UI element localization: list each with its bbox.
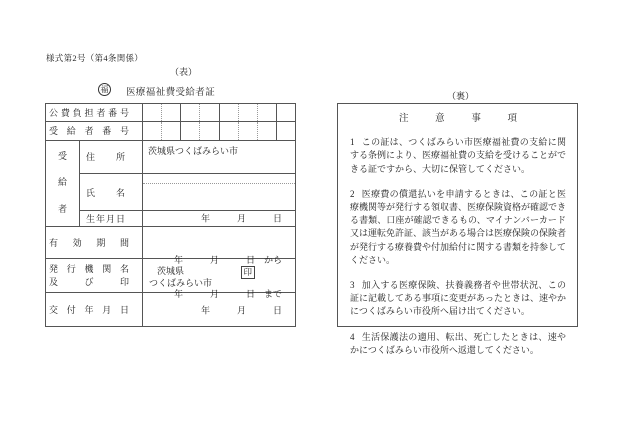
issuer-label [46,259,143,293]
page-title: 医療福祉費受給者証 [126,88,216,98]
digit-cell [276,122,295,140]
furigana-line [143,183,295,184]
address-value: 茨城県つくばみらい市 [148,145,239,156]
note-text: 医療費の償還払いを申請するときは、この証と医療機関等が発行する領収書、医療保険資格が確認できる書類、口座が確認できるもの、マイナンバーカード又は運転免許証、該当がある場合は医療保険の保険者が発行する療養費や付加給付に関する書類を持参してください。 [350,188,567,265]
maru-fuku-mark-icon: 福 [98,83,111,96]
payer-number-label [46,104,143,121]
digit-cell [238,122,257,140]
name-row [80,173,295,210]
note-item [350,188,566,267]
digit-cell [143,122,161,140]
note-number: 4 [350,331,355,342]
address-label-text: 住 所 [86,152,125,163]
validity-from: 年 月 日 から [174,254,283,265]
note-number: 2 [350,188,355,199]
recipient-number-label-text: 受 給 者 番 号 [49,126,129,137]
recipient-group-label-text: 受 給 者 [57,150,67,214]
birthdate-label-text: 生 年 月 日 [86,213,125,224]
digit-cell [199,104,218,121]
issue-date-label-text: 交 付 年 月 日 [49,305,129,316]
note-text: 生活保護法の適用、転出、死亡したときは、速やかにつくばみらい市役所へ返還してください。 [350,331,566,355]
note-number: 1 [350,137,355,148]
digit-cell [276,104,295,121]
certificate-front-table [45,103,296,327]
birthdate-value-cell [143,211,295,226]
issue-date-value-cell [143,293,295,326]
name-label-text: 氏 名 [86,187,125,198]
recipient-number-cells [143,122,295,140]
validity-label [46,227,143,258]
payer-number-label-text: 公 費 負 担 者 番 号 [49,107,129,118]
digit-cell [219,122,238,140]
note-item [350,331,566,357]
issuer-label-line2: 及 び 印 [49,277,129,288]
seal-stamp: 印 [241,266,255,279]
birthdate-row [80,210,295,226]
issue-date-value: 年 月 日 [200,305,282,316]
note-item [350,279,566,319]
digit-cell [257,122,276,140]
name-label [80,174,143,210]
address-row [80,141,295,174]
digit-cell [180,122,199,140]
digit-cell [180,104,199,121]
birthdate-value: 年 月 日 [200,213,282,224]
address-label [80,141,143,174]
note-number: 3 [350,280,355,291]
birthdate-label [80,211,143,226]
note-item [350,136,566,176]
issue-date-row [46,292,295,326]
note-text: この証は、つくばみらい市医療福祉費の支給に関する条例により、医療福祉費の支給を受けることができる証ですから、大切に保管してください。 [350,137,567,174]
digit-cell [143,104,161,121]
front-side-label: （表） [170,67,198,77]
digit-cell [199,122,218,140]
recipient-number-label [46,122,143,140]
address-value-cell [143,141,295,174]
digit-cell [257,104,276,121]
digit-cell [161,104,180,121]
form-number: 様式第2号（第4条関係） [46,53,144,63]
issuer-row [46,258,295,293]
digit-cell [161,122,180,140]
issuer-value-line1: 茨城県 [157,265,185,276]
back-side-label: （裏） [447,91,475,101]
validity-label-text: 有 効 期 間 [49,237,129,248]
note-text: 加入する医療保険、扶養義務者や世帯状況、この証に記載してある事項に変更があったときは、速やかにつくばみらい市役所へ届け出てください。 [350,280,566,317]
issuer-value-line2: つくばみらい市 [149,277,213,288]
recipient-number-row [46,121,295,140]
issuer-value-cell [143,259,295,293]
notes-heading: 注 意 事 項 [399,114,517,124]
notes-box [337,103,578,355]
digit-cell [219,104,238,121]
name-value-cell [143,174,295,210]
recipient-group-label [46,141,80,226]
recipient-info-rows [46,140,295,226]
issue-date-label [46,293,143,326]
issuer-label-line1: 発 行 機 関 名 [49,264,129,275]
validity-to: 年 月 日 まで [174,289,283,300]
payer-number-row [46,104,295,121]
digit-cell [238,104,257,121]
payer-number-cells [143,104,295,121]
